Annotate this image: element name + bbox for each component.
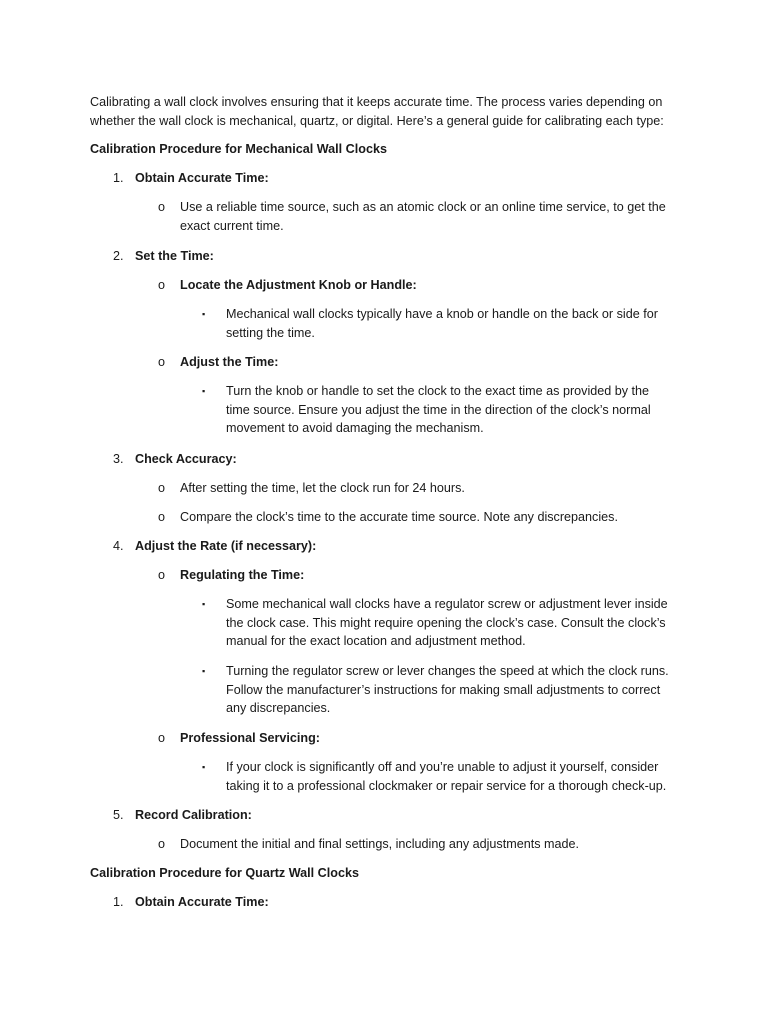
subpoint-text: Use a reliable time source, such as an atomic clock or an online time service, to get the exact current time.: [180, 200, 666, 233]
square-bullet-icon: ▪: [202, 386, 206, 396]
circle-bullet-icon: o: [158, 200, 166, 214]
step-title: Adjust the Rate (if necessary):: [135, 539, 317, 553]
bullet-text: Mechanical wall clocks typically have a knob or handle on the back or side for setting the time.: [226, 307, 658, 340]
step-title: Record Calibration:: [135, 808, 252, 822]
section-heading-quartz: Calibration Procedure for Quartz Wall Clocks: [90, 866, 359, 880]
subpoint-text: Compare the clock’s time to the accurate time source. Note any discrepancies.: [180, 510, 618, 524]
bullet-text: Some mechanical wall clocks have a regulator screw or adjustment lever inside the clock case. This might require opening the clock’s case. Consult the clock’s manual for the exact location and adjustment method.: [226, 597, 668, 648]
list-number: 5.: [113, 808, 124, 822]
square-bullet-icon: ▪: [202, 599, 206, 609]
bullet-text: Turn the knob or handle to set the clock to the exact time as provided by the time source. Ensure you adjust the time in the direction of the clock’s normal movement to avoid damaging the mechanism.: [226, 384, 651, 435]
list-number: 1.: [113, 895, 124, 909]
list-number: 2.: [113, 249, 124, 263]
subheading-text: Adjust the Time:: [180, 355, 279, 369]
subheading-text: Professional Servicing:: [180, 731, 320, 745]
list-number: 3.: [113, 452, 124, 466]
circle-bullet-icon: o: [158, 510, 166, 524]
subheading-text: Regulating the Time:: [180, 568, 305, 582]
step-title: Obtain Accurate Time:: [135, 895, 269, 909]
circle-bullet-icon: o: [158, 731, 166, 745]
square-bullet-icon: ▪: [202, 309, 206, 319]
section-heading-mechanical: Calibration Procedure for Mechanical Wall Clocks: [90, 142, 387, 156]
subheading-text: Locate the Adjustment Knob or Handle:: [180, 278, 417, 292]
bullet-text: Turning the regulator screw or lever changes the speed at which the clock runs. Follow the manufacturer’s instructions for making small adjustments to correct any discrepancies.: [226, 664, 669, 715]
square-bullet-icon: ▪: [202, 666, 206, 676]
subpoint-text: Document the initial and final settings, including any adjustments made.: [180, 837, 580, 851]
subpoint-text: After setting the time, let the clock run for 24 hours.: [180, 481, 465, 495]
circle-bullet-icon: o: [158, 355, 166, 369]
circle-bullet-icon: o: [158, 568, 166, 582]
intro-paragraph: Calibrating a wall clock involves ensuring that it keeps accurate time. The process varies depending on whether the wall clock is mechanical, quartz, or digital. Here’s a general guide for calibrating each type:: [90, 95, 664, 128]
square-bullet-icon: ▪: [202, 762, 206, 772]
circle-bullet-icon: o: [158, 481, 166, 495]
circle-bullet-icon: o: [158, 278, 166, 292]
list-number: 4.: [113, 539, 124, 553]
bullet-text: If your clock is significantly off and you’re unable to adjust it yourself, consider taking it to a professional clockmaker or repair service for a thorough check-up.: [226, 760, 667, 793]
step-title: Check Accuracy:: [135, 452, 237, 466]
step-title: Obtain Accurate Time:: [135, 171, 269, 185]
list-number: 1.: [113, 171, 124, 185]
step-title: Set the Time:: [135, 249, 214, 263]
circle-bullet-icon: o: [158, 837, 166, 851]
